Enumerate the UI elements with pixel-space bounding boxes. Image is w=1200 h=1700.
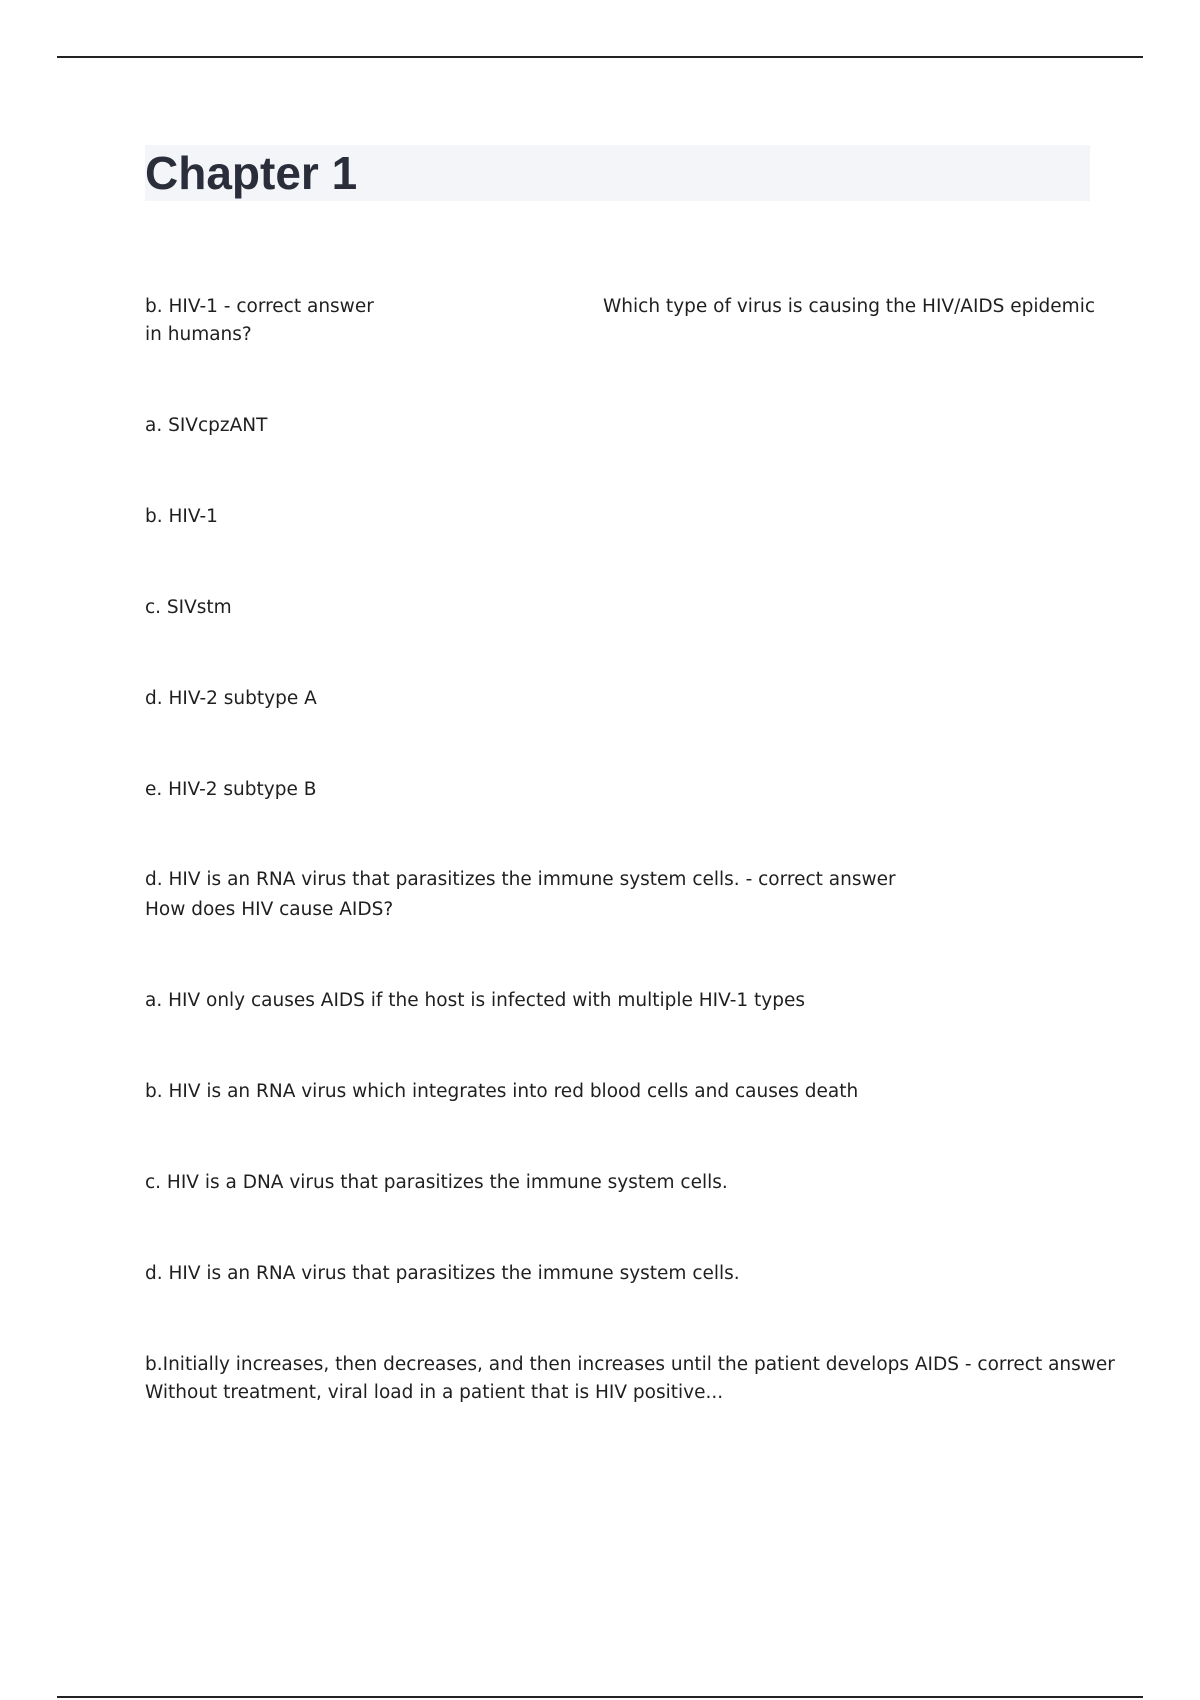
top-divider bbox=[57, 56, 1143, 58]
q1-option-e: e. HIV-2 subtype B bbox=[145, 779, 317, 800]
q1-option-a: a. SIVcpzANT bbox=[145, 415, 268, 436]
q1-option-c: c. SIVstm bbox=[145, 597, 232, 618]
bottom-divider bbox=[57, 1696, 1143, 1698]
q2-option-a: a. HIV only causes AIDS if the host is infected with multiple HIV-1 types bbox=[145, 990, 805, 1011]
q1-option-b: b. HIV-1 bbox=[145, 506, 218, 527]
q2-option-d: d. HIV is an RNA virus that parasitizes the immune system cells. bbox=[145, 1263, 740, 1284]
q3-question: Without treatment, viral load in a patient that is HIV positive... bbox=[145, 1382, 724, 1403]
q1-question-continued: in humans? bbox=[145, 324, 252, 345]
q2-option-c: c. HIV is a DNA virus that parasitizes the immune system cells. bbox=[145, 1172, 728, 1193]
q2-question: How does HIV cause AIDS? bbox=[145, 899, 394, 920]
q3-answer: b.Initially increases, then decreases, and then increases until the patient develops AIDS - correct answer bbox=[145, 1354, 1115, 1375]
q2-option-b: b. HIV is an RNA virus which integrates into red blood cells and causes death bbox=[145, 1081, 859, 1102]
q2-answer: d. HIV is an RNA virus that parasitizes the immune system cells. - correct answer bbox=[145, 869, 896, 890]
q1-answer: b. HIV-1 - correct answer bbox=[145, 296, 374, 317]
q1-question: Which type of virus is causing the HIV/AIDS epidemic bbox=[603, 296, 1096, 317]
q1-option-d: d. HIV-2 subtype A bbox=[145, 688, 317, 709]
page-title: Chapter 1 bbox=[145, 147, 358, 199]
